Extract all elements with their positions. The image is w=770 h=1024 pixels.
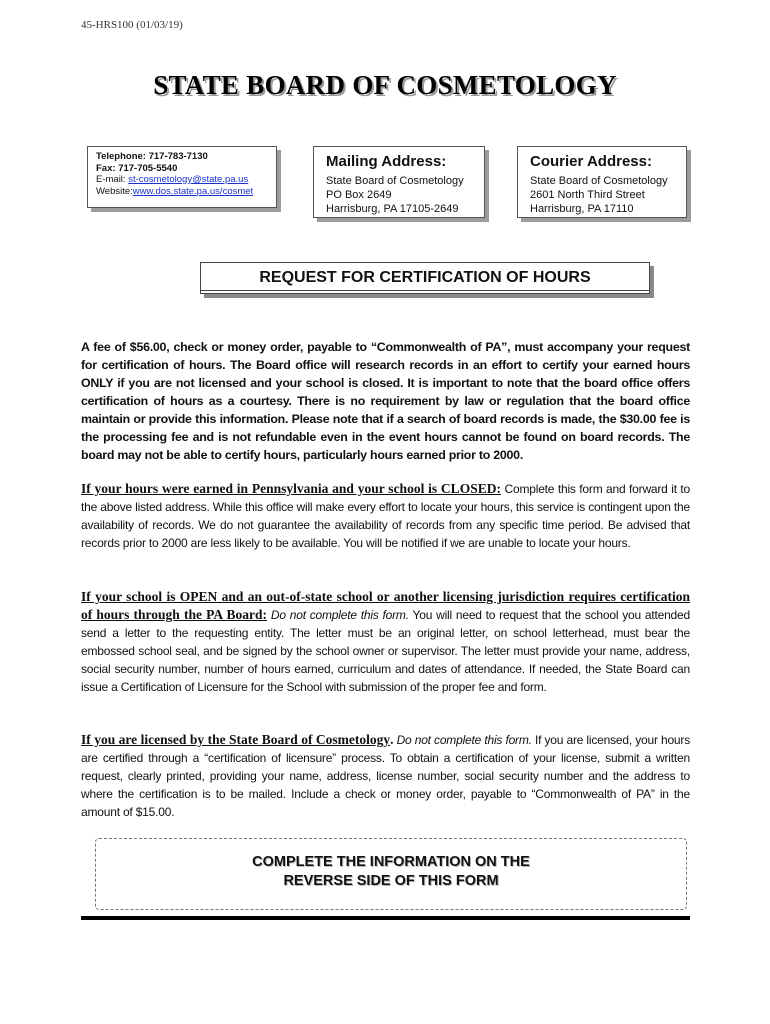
open-school-paragraph: If your school is OPEN and an out-of-state school or another licensing jurisdiction requires certification of hours through the PA Board: Do not complete this form. You will need to request that the school you attended send a letter to the requesting entity. The letter must be an original letter, on school letterhead, must bear the embossed school seal, and be signed by the school owner or supervisor. The letter must provide your name, address, social security number, number of hours earned, curriculum and dates of attendance. If needed, the State Board can issue a Certification of Licensure for the School with submission of the proper fee and form. [81,589,690,694]
email-link[interactable]: st-cosmetology@state.pa.us [128,174,249,185]
licensed-paragraph: If you are licensed by the State Board of Cosmetology. Do not complete this form. If you are licensed, your hours are certified through a “certification of licensure” process. To obtain a certification of your license, submit a written request, clearly printed, providing your name, address, license number, social security number and the address to where the certification is to be mailed. Include a check or money order, payable to “Commonwealth of PA” in the amount of $15.00. [81,732,690,819]
reverse-side-notice [95,838,687,910]
website-link[interactable]: www.dos.state.pa.us/cosmet [132,185,254,197]
courier-address-box [517,146,687,218]
website-line: Website:www.dos.state.pa.us/cosmet [96,185,254,197]
reverse-side-line-1: COMPLETE THE INFORMATION ON THE [252,854,530,870]
mailing-line-1: State Board of Cosmetology [326,175,464,187]
fee-paragraph: A fee of $56.00, check or money order, payable to “Commonwealth of PA”, must accompany your request for certification of hours. The Board office will research records in an effort to certify your earned hours ONLY if you are not licensed and your school is closed. It is important to note that the board office offers certification of hours as a courtesy. There is no requirement by law or regulation that the board office maintain or provide this information. Please note that if a search of board records is made, the $30.00 fee is the processing fee and is not refundable even in the event hours cannot be found on board records. The board may not be able to certify hours, particularly hours earned prior to 2000. [81,340,690,462]
closed-school-heading: If your hours were earned in Pennsylvania and your school is CLOSED: [81,481,501,496]
telephone-line: Telephone: 717-783-7130 [96,151,208,162]
form-code: 45-HRS100 (01/03/19) [81,19,183,31]
courier-address-heading: Courier Address: [530,153,652,170]
contact-box [87,146,277,208]
mailing-line-3: Harrisburg, PA 17105-2649 [326,203,459,215]
courier-line-1: State Board of Cosmetology [530,175,668,187]
bottom-rule [81,916,690,920]
mailing-line-2: PO Box 2649 [326,189,392,201]
open-school-heading: If your school is OPEN and an out-of-state school or another licensing jurisdiction requires certification of hours through the PA Board: [81,589,690,622]
mailing-address-box [313,146,485,218]
page-title: STATE BOARD OF COSMETOLOGY [153,70,617,100]
courier-line-3: Harrisburg, PA 17110 [530,203,634,215]
telephone-number: 717-783-7130 [148,151,208,162]
licensed-heading: If you are licensed by the State Board of Cosmetology [81,732,391,747]
request-title: REQUEST FOR CERTIFICATION OF HOURS [200,262,650,294]
fax-number: 717-705-5540 [118,162,178,174]
email-line: E-mail: st-cosmetology@state.pa.us [96,174,249,185]
courier-line-2: 2601 North Third Street [530,189,645,201]
closed-school-paragraph: If your hours were earned in Pennsylvania and your school is CLOSED: Complete this form and forward it to the above listed address. While this office will make every effort to locate your hours, this service is contingent upon the availability of records. We do not guarantee the availability of records from any specific time period. Be advised that records prior to 2000 are less likely to be available. You will be notified if we are unable to locate your hours. [81,481,690,550]
reverse-side-line-2: REVERSE SIDE OF THIS FORM [283,873,499,889]
mailing-address-heading: Mailing Address: [326,153,447,170]
fax-line: Fax: 717-705-5540 [96,162,178,174]
